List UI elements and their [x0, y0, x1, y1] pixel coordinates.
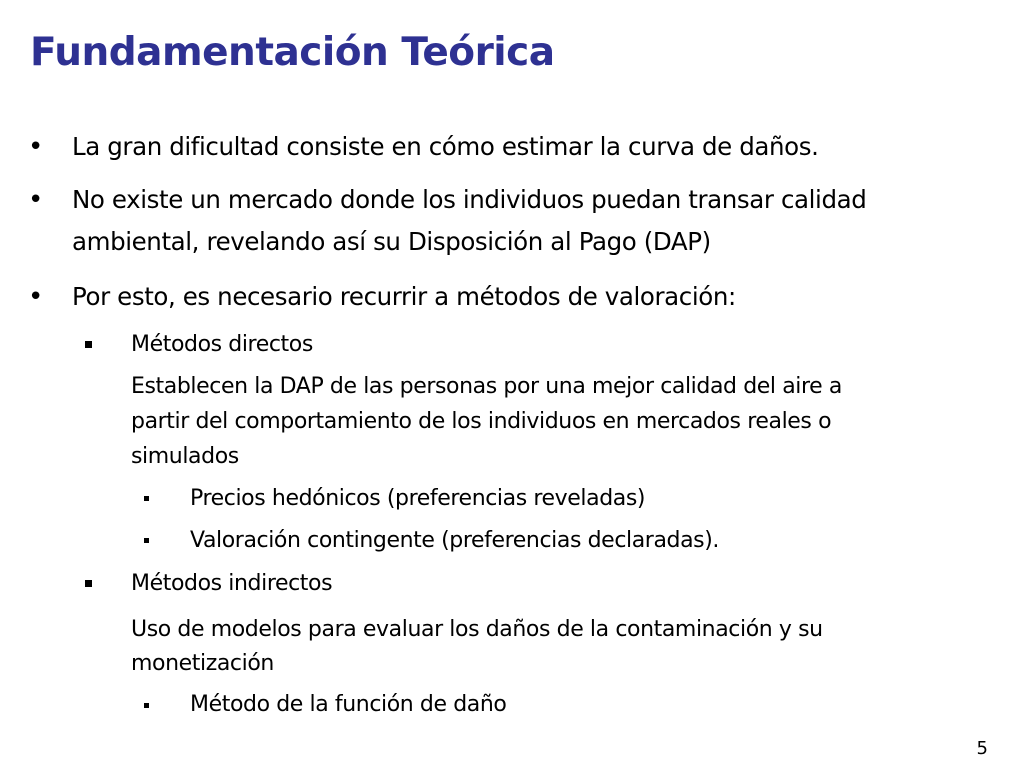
bullet-icon: •	[28, 132, 44, 162]
slide-title: Fundamentación Teórica	[30, 30, 555, 75]
method-item-precios-hedonicos: Precios hedónicos (preferencias reveladas)	[190, 486, 646, 511]
method-indirectos-label: Métodos indirectos	[131, 571, 333, 596]
bullet-text-1: La gran dificultad consiste en cómo estimar la curva de daños.	[72, 132, 819, 161]
page-number: 5	[976, 738, 988, 759]
method-directos-description-line-3: simulados	[131, 444, 239, 469]
method-directos-label: Métodos directos	[131, 332, 313, 357]
small-square-bullet-icon	[144, 538, 149, 543]
method-directos-description-line-2: partir del comportamiento de los individuos en mercados reales o	[131, 409, 832, 434]
method-item-funcion-de-dano: Método de la función de daño	[190, 692, 507, 717]
square-bullet-icon	[85, 580, 92, 587]
bullet-icon: •	[28, 185, 44, 215]
method-item-valoracion-contingente: Valoración contingente (preferencias declaradas).	[190, 528, 720, 553]
method-indirectos-description-line-1: Uso de modelos para evaluar los daños de la contaminación y su	[131, 617, 823, 642]
method-indirectos-description-line-2: monetización	[131, 651, 274, 676]
small-square-bullet-icon	[144, 496, 149, 501]
bullet-text-2-line-2: ambiental, revelando así su Disposición al Pago (DAP)	[72, 227, 711, 256]
square-bullet-icon	[85, 341, 92, 348]
method-directos-description-line-1: Establecen la DAP de las personas por una mejor calidad del aire a	[131, 374, 842, 399]
bullet-text-2-line-1: No existe un mercado donde los individuos puedan transar calidad	[72, 185, 867, 214]
bullet-icon: •	[28, 282, 44, 312]
small-square-bullet-icon	[144, 703, 149, 708]
bullet-text-3: Por esto, es necesario recurrir a métodos de valoración:	[72, 282, 736, 311]
